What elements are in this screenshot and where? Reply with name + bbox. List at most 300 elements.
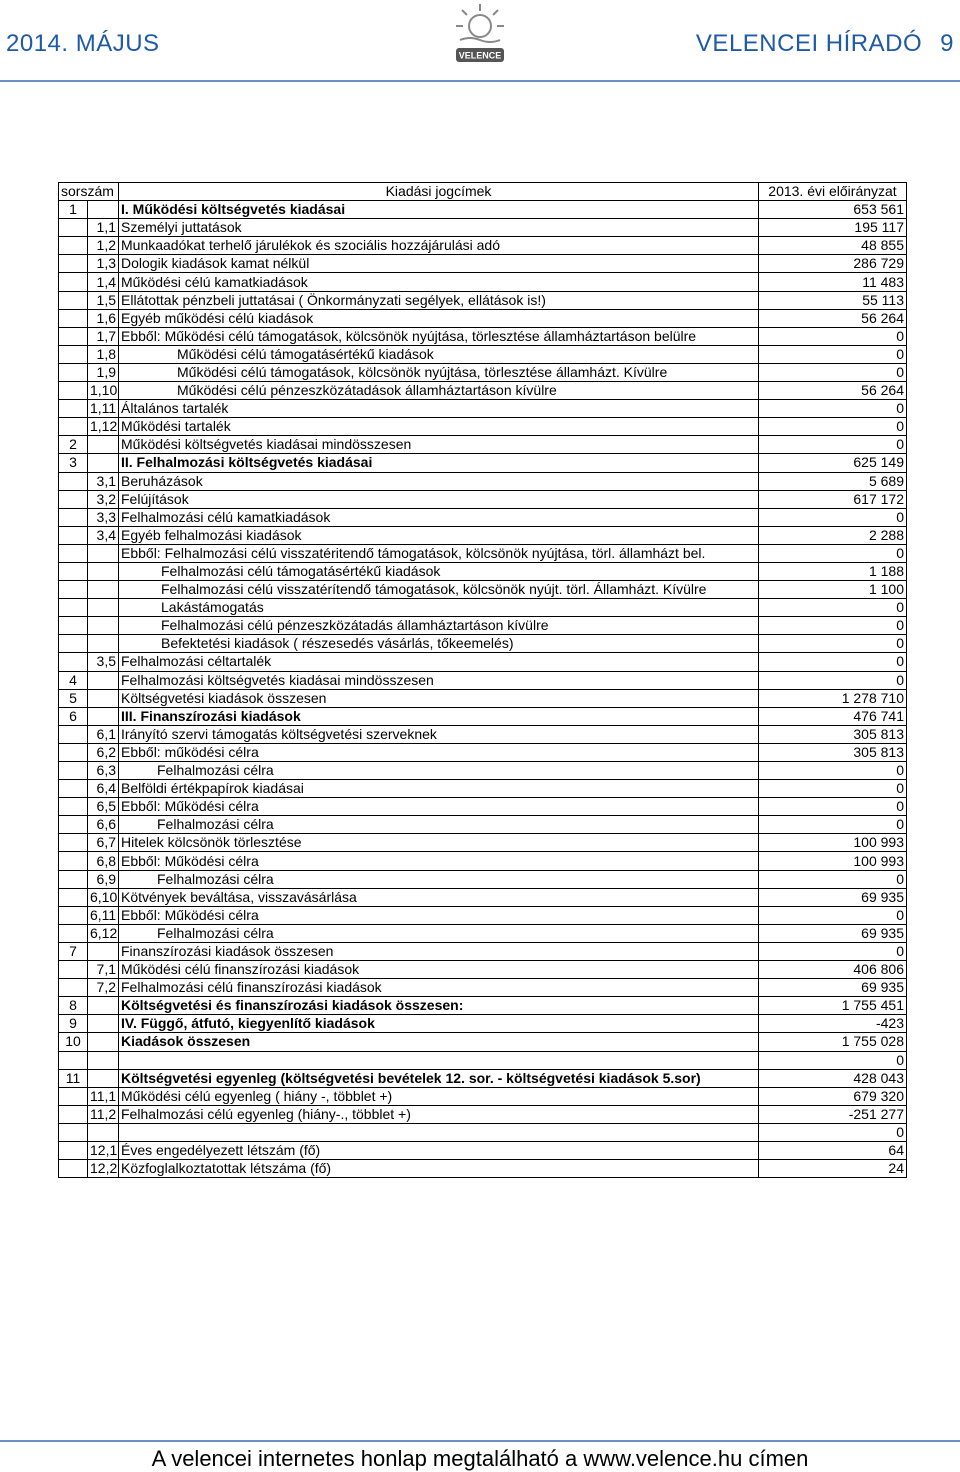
row-title (119, 816, 759, 834)
row-subnumber (88, 942, 119, 960)
row-title (119, 1160, 759, 1178)
row-subnumber: 6,7 (88, 834, 119, 852)
row-title (119, 1051, 759, 1069)
row-number: 6 (59, 707, 88, 725)
row-title-text: Felhalmozási célú támogatásértékű kiadások (161, 563, 441, 580)
row-number (59, 327, 88, 345)
row-title-text: Személyi juttatások (121, 219, 242, 236)
table-row (59, 581, 907, 599)
table-row (59, 906, 907, 924)
row-title-text: Felhalmozási célra (157, 762, 274, 779)
row-value: 653 561 (759, 201, 907, 219)
table-row (59, 780, 907, 798)
row-title-text: Kiadások összesen (121, 1033, 251, 1050)
row-number (59, 562, 88, 580)
row-subnumber: 6,9 (88, 870, 119, 888)
row-subnumber (88, 1033, 119, 1051)
row-title-text: Működési célú kamatkiadások (121, 273, 308, 290)
row-value: 0 (759, 762, 907, 780)
row-title (119, 1105, 759, 1123)
col-header-title: Kiadási jogcímek (119, 183, 759, 201)
row-title (119, 418, 759, 436)
row-title-text: IV. Függő, átfutó, kiegyenlítő kiadások (121, 1015, 375, 1032)
row-title-text: Egyéb működési célú kiadások (121, 309, 314, 326)
row-number (59, 345, 88, 363)
row-number (59, 1141, 88, 1159)
row-subnumber: 3,1 (88, 472, 119, 490)
row-title (119, 725, 759, 743)
row-value: 11 483 (759, 273, 907, 291)
row-value: 625 149 (759, 454, 907, 472)
row-title-text: Felhalmozási célú pénzeszközátadás államháztartáson kívülre (161, 617, 549, 634)
row-number (59, 599, 88, 617)
row-title-text: Költségvetési kiadások összesen (121, 689, 327, 706)
table-row (59, 544, 907, 562)
row-subnumber: 7,1 (88, 961, 119, 979)
row-title-text: Működési célú támogatásértékű kiadások (177, 345, 434, 362)
row-value: 1 755 451 (759, 997, 907, 1015)
table-row (59, 436, 907, 454)
row-number (59, 472, 88, 490)
row-title-text: Munkaadókat terhelő járulékok és szociális hozzájárulási adó (121, 237, 500, 254)
row-title-text: Költségvetési és finanszírozási kiadások összesen: (121, 997, 464, 1014)
row-value: 0 (759, 798, 907, 816)
row-number (59, 798, 88, 816)
row-title-text: Felhalmozási céltartalék (121, 653, 272, 670)
row-title (119, 562, 759, 580)
row-number: 11 (59, 1069, 88, 1087)
row-subnumber (88, 1069, 119, 1087)
row-value: 0 (759, 363, 907, 381)
row-number (59, 1105, 88, 1123)
table-row (59, 1160, 907, 1178)
row-number (59, 979, 88, 997)
row-title-text: Kötvények beváltása, visszavásárlása (121, 888, 357, 905)
table-row (59, 979, 907, 997)
row-value: 1 100 (759, 581, 907, 599)
row-title-text: Ebből: Működési célú támogatások, kölcsönök nyújtása, törlesztése államháztartáson belülre (121, 327, 697, 344)
row-value: 0 (759, 780, 907, 798)
table-row (59, 1033, 907, 1051)
row-value: 0 (759, 400, 907, 418)
row-title (119, 219, 759, 237)
row-title (119, 1123, 759, 1141)
table-row (59, 309, 907, 327)
row-subnumber (88, 671, 119, 689)
row-number (59, 743, 88, 761)
row-number (59, 870, 88, 888)
table-row (59, 1141, 907, 1159)
row-title (119, 1033, 759, 1051)
row-value: 0 (759, 1051, 907, 1069)
row-title (119, 363, 759, 381)
row-number (59, 291, 88, 309)
row-title (119, 635, 759, 653)
row-value: 679 320 (759, 1087, 907, 1105)
row-title-text: Felhalmozási célú kamatkiadások (121, 508, 331, 525)
row-subnumber (88, 562, 119, 580)
row-value: 476 741 (759, 707, 907, 725)
row-title (119, 201, 759, 219)
table-row (59, 599, 907, 617)
row-title-text: Hitelek kölcsönök törlesztése (121, 834, 302, 851)
row-title-text: Befektetési kiadások ( részesedés vásárlás, tőkeemelés) (161, 635, 514, 652)
table-row (59, 743, 907, 761)
row-title-text: Működési célú pénzeszközátadások államháztartáson kívülre (177, 382, 557, 399)
table-row (59, 219, 907, 237)
row-title (119, 689, 759, 707)
row-number (59, 617, 88, 635)
table-row (59, 671, 907, 689)
row-title (119, 508, 759, 526)
row-subnumber (88, 707, 119, 725)
row-value: 69 935 (759, 924, 907, 942)
row-title (119, 544, 759, 562)
row-subnumber: 6,3 (88, 762, 119, 780)
row-number (59, 725, 88, 743)
row-subnumber: 3,3 (88, 508, 119, 526)
row-subnumber (88, 635, 119, 653)
row-value: 0 (759, 544, 907, 562)
row-subnumber: 11,1 (88, 1087, 119, 1105)
logo-text: VELENCE (458, 50, 502, 61)
row-title-text: Felhalmozási célra (157, 870, 274, 887)
row-subnumber: 1,12 (88, 418, 119, 436)
table-row (59, 472, 907, 490)
row-subnumber (88, 436, 119, 454)
table-row (59, 762, 907, 780)
row-subnumber: 11,2 (88, 1105, 119, 1123)
table-row (59, 689, 907, 707)
row-value: 406 806 (759, 961, 907, 979)
footer-text: A velencei internetes honlap megtalálható a www.velence.hu címen (151, 1446, 809, 1471)
row-number (59, 834, 88, 852)
row-value: 0 (759, 870, 907, 888)
row-title-text: Éves engedélyezett létszám (fő) (121, 1142, 321, 1159)
row-title (119, 870, 759, 888)
velence-logo-icon (446, 2, 514, 68)
row-value: 0 (759, 418, 907, 436)
row-subnumber (88, 1015, 119, 1033)
row-value: 0 (759, 436, 907, 454)
row-number (59, 418, 88, 436)
row-subnumber: 1,1 (88, 219, 119, 237)
table-row (59, 961, 907, 979)
row-title-text: Közfoglalkoztatottak létszáma (fő) (121, 1160, 332, 1177)
row-subnumber: 1,5 (88, 291, 119, 309)
row-value: -251 277 (759, 1105, 907, 1123)
row-subnumber: 3,5 (88, 653, 119, 671)
row-number (59, 382, 88, 400)
row-subnumber: 12,2 (88, 1160, 119, 1178)
row-subnumber: 6,6 (88, 816, 119, 834)
row-number (59, 653, 88, 671)
col-header-value: 2013. évi előirányzat (759, 183, 907, 201)
row-number: 3 (59, 454, 88, 472)
row-title (119, 707, 759, 725)
row-title (119, 237, 759, 255)
table-row (59, 1105, 907, 1123)
table-row (59, 653, 907, 671)
table-row (59, 508, 907, 526)
row-value: -423 (759, 1015, 907, 1033)
row-subnumber: 1,6 (88, 309, 119, 327)
row-title-text: II. Felhalmozási költségvetés kiadásai (121, 454, 373, 471)
row-subnumber (88, 997, 119, 1015)
row-value: 0 (759, 653, 907, 671)
page-header (0, 0, 960, 90)
row-number: 1 (59, 201, 88, 219)
row-subnumber: 1,9 (88, 363, 119, 381)
row-title (119, 1015, 759, 1033)
row-title (119, 327, 759, 345)
row-title (119, 942, 759, 960)
header-rule (0, 80, 960, 82)
table-row (59, 291, 907, 309)
row-number (59, 237, 88, 255)
row-title (119, 617, 759, 635)
table-row (59, 635, 907, 653)
row-title-text: Felhalmozási költségvetés kiadásai mindösszesen (121, 671, 434, 688)
row-title-text: Működési célú támogatások, kölcsönök nyújtása, törlesztése államházt. Kívülre (177, 363, 668, 380)
row-number (59, 526, 88, 544)
table-row (59, 400, 907, 418)
row-title-text: Felújítások (121, 490, 189, 507)
row-title (119, 1069, 759, 1087)
row-subnumber: 6,8 (88, 852, 119, 870)
row-title-text: Ebből: Működési célra (121, 798, 259, 815)
row-title (119, 345, 759, 363)
row-title-text: Működési tartalék (121, 418, 231, 435)
row-number: 10 (59, 1033, 88, 1051)
row-title (119, 309, 759, 327)
row-number (59, 1051, 88, 1069)
page-number: 9 (940, 30, 954, 57)
row-title-text: Lakástámogatás (161, 599, 264, 616)
row-number (59, 1087, 88, 1105)
row-subnumber: 3,2 (88, 490, 119, 508)
row-value: 0 (759, 508, 907, 526)
row-title-text: Felhalmozási célú finanszírozási kiadások (121, 979, 382, 996)
row-value: 100 993 (759, 834, 907, 852)
budget-table (58, 182, 907, 1178)
row-value: 55 113 (759, 291, 907, 309)
row-value: 0 (759, 942, 907, 960)
row-title-text: Felhalmozási célú visszatérítendő támogatások, kölcsönök nyújt. törl. Államházt. Kívülre (161, 581, 707, 598)
row-number (59, 762, 88, 780)
row-title-text: Költségvetési egyenleg (költségvetési bevételek 12. sor. - költségvetési kiadások 5.sor) (121, 1069, 701, 1086)
row-title (119, 671, 759, 689)
row-subnumber (88, 544, 119, 562)
publication-name: VELENCEI HÍRADÓ (695, 30, 923, 57)
row-value: 0 (759, 327, 907, 345)
row-title (119, 743, 759, 761)
row-number (59, 780, 88, 798)
table-row (59, 617, 907, 635)
row-subnumber: 1,4 (88, 273, 119, 291)
row-value: 69 935 (759, 979, 907, 997)
row-value: 5 689 (759, 472, 907, 490)
row-title (119, 780, 759, 798)
row-title-text: Egyéb felhalmozási kiadások (121, 526, 302, 543)
row-title (119, 526, 759, 544)
row-title-text: Irányító szervi támogatás költségvetési szerveknek (121, 725, 437, 742)
row-subnumber: 6,11 (88, 906, 119, 924)
row-title (119, 906, 759, 924)
row-value: 0 (759, 635, 907, 653)
row-title (119, 653, 759, 671)
row-number (59, 961, 88, 979)
row-title-text: Ebből: Felhalmozási célú visszatéritendő támogatások, kölcsönök nyújtása, törl. államházt bel. (121, 544, 706, 561)
row-subnumber: 1,11 (88, 400, 119, 418)
row-title (119, 581, 759, 599)
row-subnumber (88, 617, 119, 635)
row-title (119, 1141, 759, 1159)
row-title-text: Ellátottak pénzbeli juttatásai ( Önkormányzati segélyek, ellátások is!) (121, 291, 546, 308)
row-title-text: Beruházások (121, 472, 203, 489)
row-title-text: Felhalmozási célra (157, 816, 274, 833)
row-subnumber (88, 1051, 119, 1069)
row-subnumber: 3,4 (88, 526, 119, 544)
row-subnumber: 1,10 (88, 382, 119, 400)
row-value: 0 (759, 617, 907, 635)
row-value: 69 935 (759, 888, 907, 906)
table-row (59, 1087, 907, 1105)
table-row (59, 834, 907, 852)
row-number (59, 1160, 88, 1178)
row-subnumber: 6,10 (88, 888, 119, 906)
row-number (59, 490, 88, 508)
row-number (59, 255, 88, 273)
row-number (59, 273, 88, 291)
row-subnumber: 1,3 (88, 255, 119, 273)
row-number (59, 924, 88, 942)
row-title (119, 834, 759, 852)
row-title (119, 599, 759, 617)
row-title (119, 454, 759, 472)
table-row (59, 273, 907, 291)
row-value: 48 855 (759, 237, 907, 255)
table-row (59, 1051, 907, 1069)
row-subnumber (88, 581, 119, 599)
row-title-text: Felhalmozási célú egyenleg (hiány-., többlet +) (121, 1105, 411, 1122)
row-value: 428 043 (759, 1069, 907, 1087)
table-row (59, 418, 907, 436)
table-row (59, 725, 907, 743)
row-subnumber (88, 201, 119, 219)
row-title-text: I. Működési költségvetés kiadásai (121, 201, 346, 218)
row-value: 286 729 (759, 255, 907, 273)
row-subnumber (88, 1123, 119, 1141)
table-row (59, 924, 907, 942)
table-row (59, 526, 907, 544)
row-number (59, 544, 88, 562)
row-title-text: III. Finanszírozási kiadások (121, 707, 301, 724)
row-title (119, 888, 759, 906)
row-title (119, 436, 759, 454)
table-row (59, 255, 907, 273)
row-value: 305 813 (759, 725, 907, 743)
row-title (119, 1087, 759, 1105)
row-number (59, 1123, 88, 1141)
row-value: 2 288 (759, 526, 907, 544)
row-value: 100 993 (759, 852, 907, 870)
row-title (119, 490, 759, 508)
row-number: 9 (59, 1015, 88, 1033)
row-number (59, 852, 88, 870)
row-number (59, 309, 88, 327)
row-value: 1 188 (759, 562, 907, 580)
row-title (119, 961, 759, 979)
row-subnumber: 6,5 (88, 798, 119, 816)
row-subnumber: 6,12 (88, 924, 119, 942)
row-value: 0 (759, 906, 907, 924)
table-row (59, 816, 907, 834)
table-row (59, 201, 907, 219)
row-value: 195 117 (759, 219, 907, 237)
row-number: 5 (59, 689, 88, 707)
row-title-text: Finanszírozási kiadások összesen (121, 942, 334, 959)
row-title-text: Működési célú egyenleg ( hiány -, többlet +) (121, 1087, 393, 1104)
row-number (59, 888, 88, 906)
row-title (119, 273, 759, 291)
row-title (119, 979, 759, 997)
row-value: 0 (759, 671, 907, 689)
table-row (59, 490, 907, 508)
row-number (59, 219, 88, 237)
table-row (59, 382, 907, 400)
table-row (59, 327, 907, 345)
row-subnumber (88, 599, 119, 617)
row-subnumber: 12,1 (88, 1141, 119, 1159)
row-number (59, 816, 88, 834)
row-number (59, 581, 88, 599)
row-title (119, 924, 759, 942)
row-value: 0 (759, 599, 907, 617)
row-subnumber: 1,8 (88, 345, 119, 363)
row-title-text: Ebből: Működési célra (121, 852, 259, 869)
issue-date: 2014. MÁJUS (6, 30, 160, 57)
row-title (119, 798, 759, 816)
col-header-number: sorszám (59, 183, 119, 201)
table-row (59, 1123, 907, 1141)
row-number (59, 400, 88, 418)
row-number: 8 (59, 997, 88, 1015)
row-title-text: Felhalmozási célra (157, 924, 274, 941)
table-row (59, 454, 907, 472)
row-subnumber: 1,2 (88, 237, 119, 255)
table-body (59, 201, 907, 1178)
row-value: 0 (759, 345, 907, 363)
table-row (59, 707, 907, 725)
footer-rule (0, 1440, 960, 1442)
table-row (59, 942, 907, 960)
table-row (59, 798, 907, 816)
row-number (59, 508, 88, 526)
table-row (59, 562, 907, 580)
row-title (119, 762, 759, 780)
table-row (59, 237, 907, 255)
row-title-text: Dologik kiadások kamat nélkül (121, 255, 310, 272)
row-title-text: Általános tartalék (121, 400, 229, 417)
row-subnumber: 7,2 (88, 979, 119, 997)
table-row (59, 1069, 907, 1087)
publication-title (696, 30, 954, 58)
table-row (59, 1015, 907, 1033)
row-value: 64 (759, 1141, 907, 1159)
row-value: 1 278 710 (759, 689, 907, 707)
row-subnumber: 6,4 (88, 780, 119, 798)
